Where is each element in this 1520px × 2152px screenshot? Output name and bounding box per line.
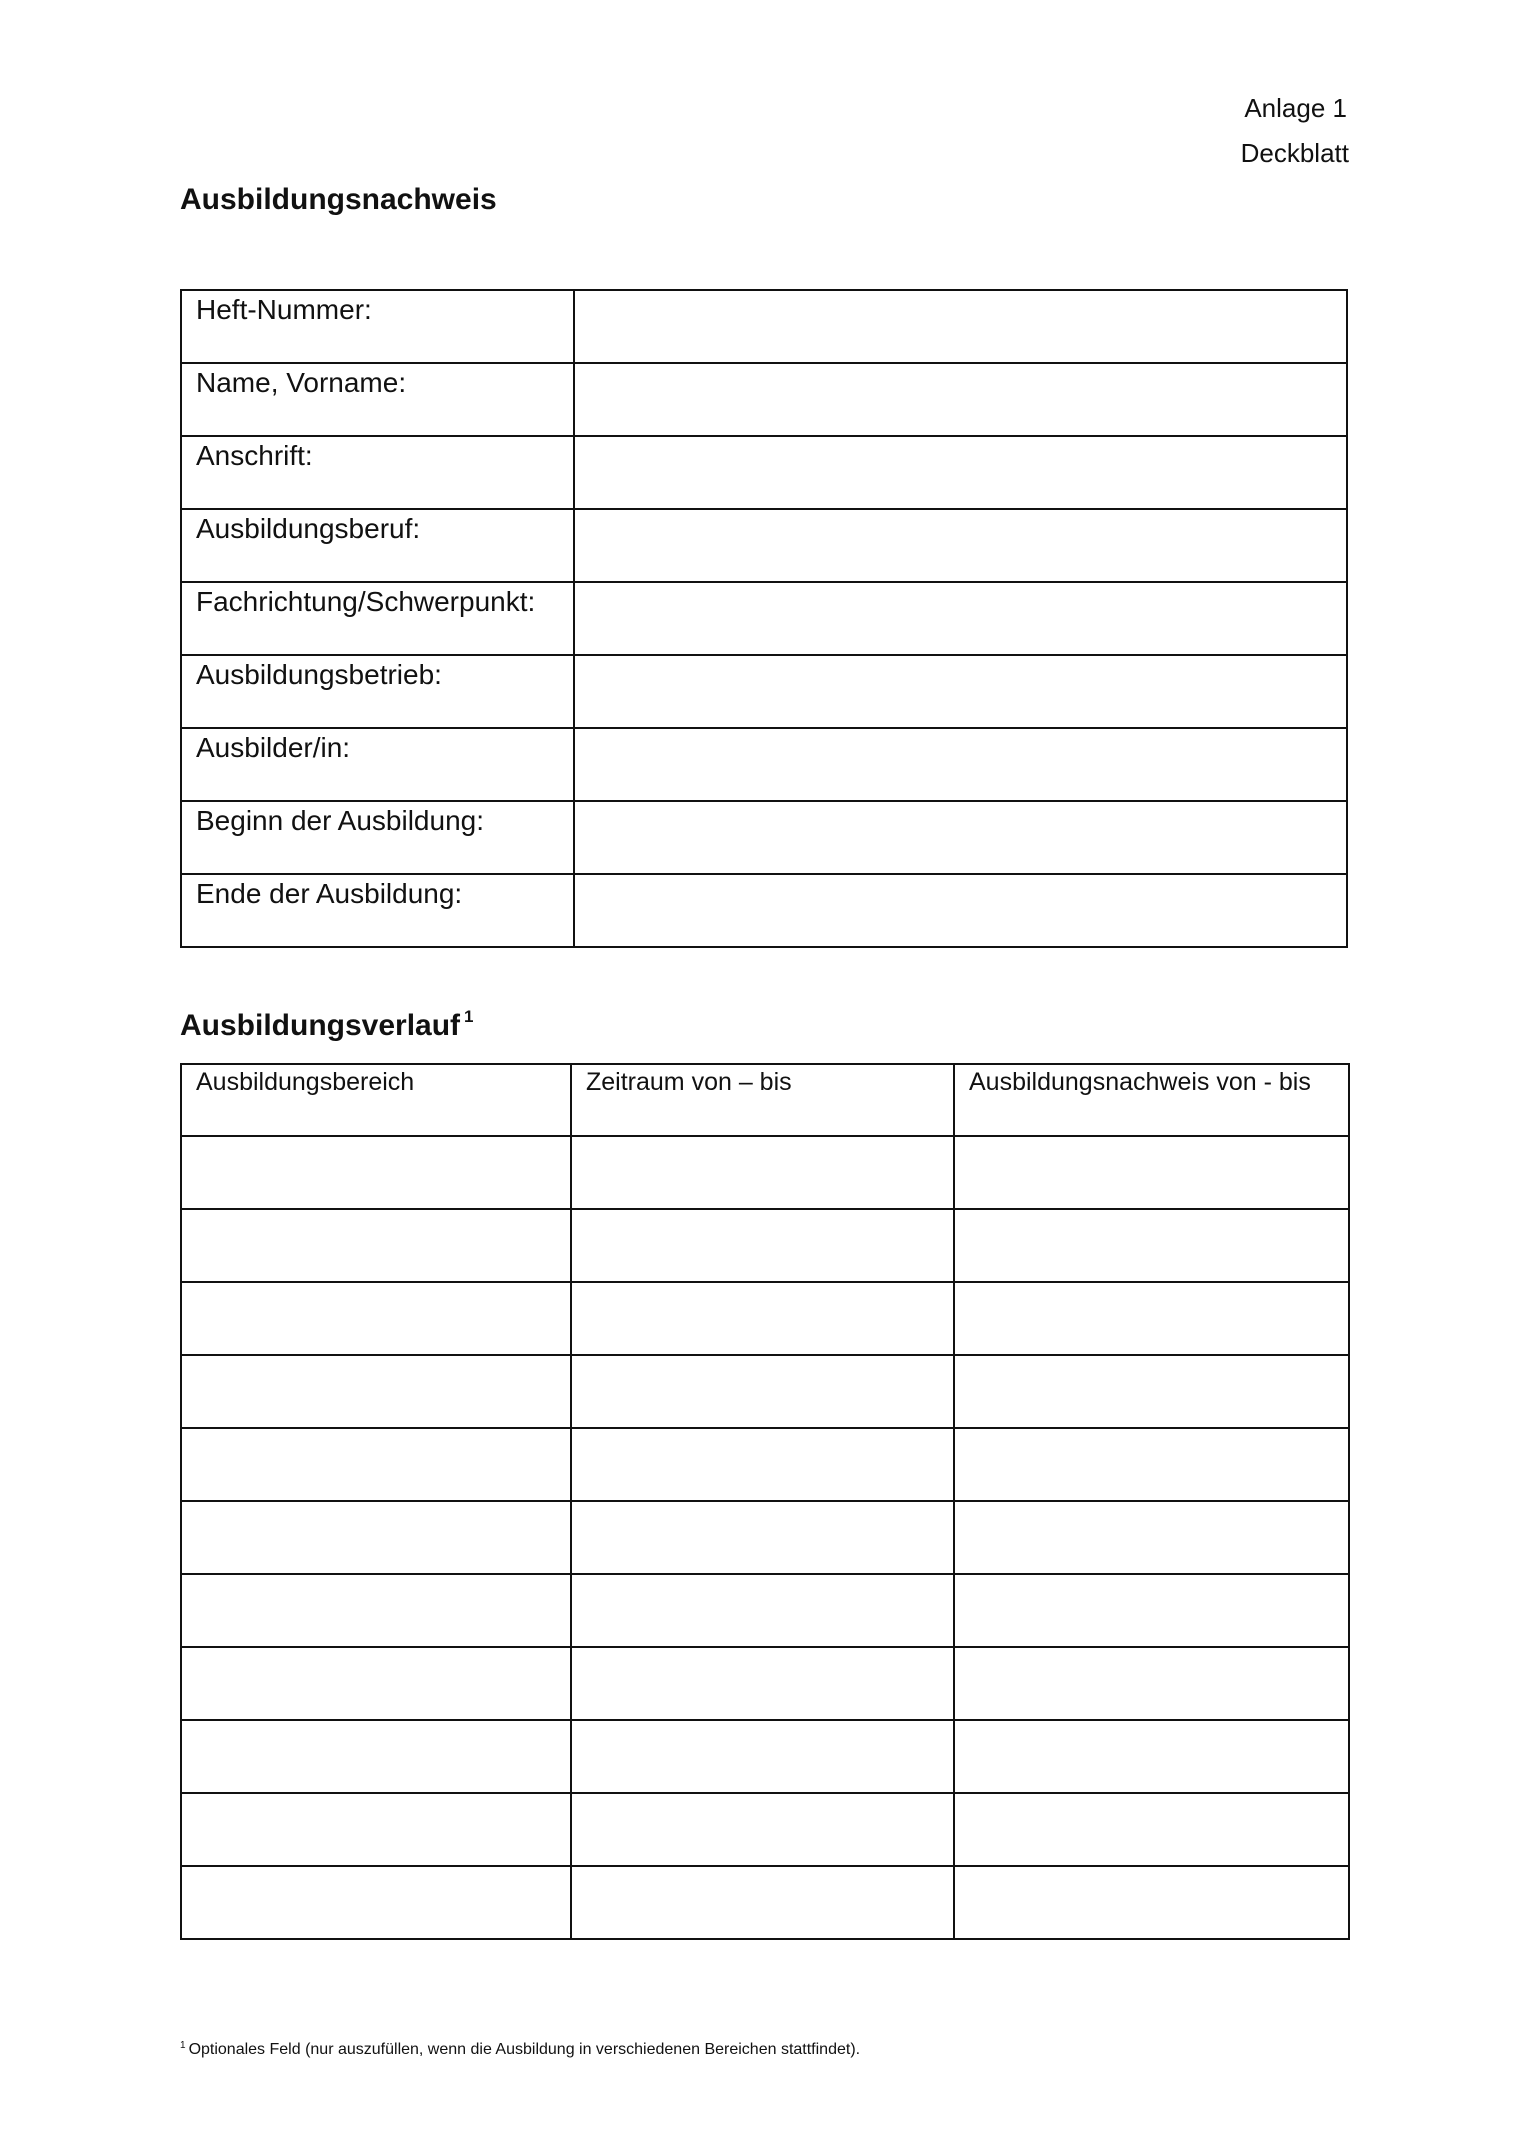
column-header-ausbildungsbereich: Ausbildungsbereich — [181, 1064, 571, 1136]
table-cell[interactable] — [181, 1647, 571, 1720]
table-cell[interactable] — [181, 1282, 571, 1355]
table-row — [181, 582, 1347, 655]
trainee-info-table — [180, 289, 1348, 948]
table-cell[interactable] — [954, 1574, 1349, 1647]
table-cell[interactable] — [571, 1647, 954, 1720]
table-cell[interactable] — [954, 1793, 1349, 1866]
table-cell[interactable] — [181, 1209, 571, 1282]
table-row — [181, 1720, 1349, 1793]
table-row — [181, 1866, 1349, 1939]
field-label: Ausbilder/in: — [181, 728, 574, 801]
table-cell[interactable] — [571, 1282, 954, 1355]
field-value[interactable] — [574, 582, 1347, 655]
table-cell[interactable] — [954, 1866, 1349, 1939]
table-row — [181, 1428, 1349, 1501]
table-row — [181, 436, 1347, 509]
table-cell[interactable] — [954, 1501, 1349, 1574]
field-label: Name, Vorname: — [181, 363, 574, 436]
table-cell[interactable] — [181, 1428, 571, 1501]
table-cell[interactable] — [954, 1720, 1349, 1793]
table-cell[interactable] — [571, 1428, 954, 1501]
page-title: Ausbildungsnachweis — [180, 183, 497, 216]
table-cell[interactable] — [954, 1428, 1349, 1501]
field-value[interactable] — [574, 874, 1347, 947]
table-cell[interactable] — [954, 1355, 1349, 1428]
table-header-row — [181, 1064, 1349, 1136]
table-row — [181, 1793, 1349, 1866]
table-row — [181, 874, 1347, 947]
footnote-reference: 1 — [464, 1007, 474, 1026]
field-value[interactable] — [574, 290, 1347, 363]
column-header-zeitraum: Zeitraum von – bis — [571, 1064, 954, 1136]
table-cell[interactable] — [181, 1355, 571, 1428]
field-label: Beginn der Ausbildung: — [181, 801, 574, 874]
table-cell[interactable] — [571, 1720, 954, 1793]
table-cell[interactable] — [571, 1355, 954, 1428]
table-cell[interactable] — [954, 1282, 1349, 1355]
field-label: Ausbildungsberuf: — [181, 509, 574, 582]
footnote-mark: 1 — [180, 2040, 186, 2051]
table-row — [181, 1136, 1349, 1209]
column-header-ausbildungsnachweis: Ausbildungsnachweis von - bis — [954, 1064, 1349, 1136]
table-row — [181, 1647, 1349, 1720]
field-value[interactable] — [574, 436, 1347, 509]
field-label: Heft-Nummer: — [181, 290, 574, 363]
table-row — [181, 1574, 1349, 1647]
table-row — [181, 1209, 1349, 1282]
field-value[interactable] — [574, 728, 1347, 801]
field-value[interactable] — [574, 363, 1347, 436]
table-row — [181, 801, 1347, 874]
table-cell[interactable] — [181, 1793, 571, 1866]
table-cell[interactable] — [571, 1501, 954, 1574]
table-row — [181, 290, 1347, 363]
table-row — [181, 1282, 1349, 1355]
field-value[interactable] — [574, 655, 1347, 728]
field-label: Ende der Ausbildung: — [181, 874, 574, 947]
field-value[interactable] — [574, 509, 1347, 582]
table-cell[interactable] — [954, 1136, 1349, 1209]
field-label: Anschrift: — [181, 436, 574, 509]
table-cell[interactable] — [181, 1136, 571, 1209]
table-cell[interactable] — [571, 1209, 954, 1282]
section-title-ausbildungsverlauf — [180, 1007, 474, 1043]
field-value[interactable] — [574, 801, 1347, 874]
table-cell[interactable] — [571, 1574, 954, 1647]
table-cell[interactable] — [571, 1866, 954, 1939]
table-cell[interactable] — [181, 1866, 571, 1939]
footnote — [180, 2040, 860, 2059]
table-cell[interactable] — [954, 1647, 1349, 1720]
field-label: Fachrichtung/Schwerpunkt: — [181, 582, 574, 655]
table-row — [181, 655, 1347, 728]
table-row — [181, 363, 1347, 436]
cover-sheet-label: Deckblatt — [1240, 138, 1349, 168]
footnote-text: Optionales Feld (nur auszufüllen, wenn die Ausbildung in verschiedenen Bereichen stattfindet). — [188, 2041, 861, 2058]
training-progress-table — [180, 1063, 1350, 1940]
section-title-text: Ausbildungsverlauf — [180, 1009, 461, 1042]
table-cell[interactable] — [181, 1501, 571, 1574]
attachment-label: Anlage 1 — [1244, 93, 1347, 123]
table-row — [181, 728, 1347, 801]
table-cell[interactable] — [954, 1209, 1349, 1282]
table-cell[interactable] — [571, 1136, 954, 1209]
field-label: Ausbildungsbetrieb: — [181, 655, 574, 728]
table-cell[interactable] — [571, 1793, 954, 1866]
table-cell[interactable] — [181, 1720, 571, 1793]
table-row — [181, 509, 1347, 582]
table-row — [181, 1501, 1349, 1574]
table-cell[interactable] — [181, 1574, 571, 1647]
table-row — [181, 1355, 1349, 1428]
